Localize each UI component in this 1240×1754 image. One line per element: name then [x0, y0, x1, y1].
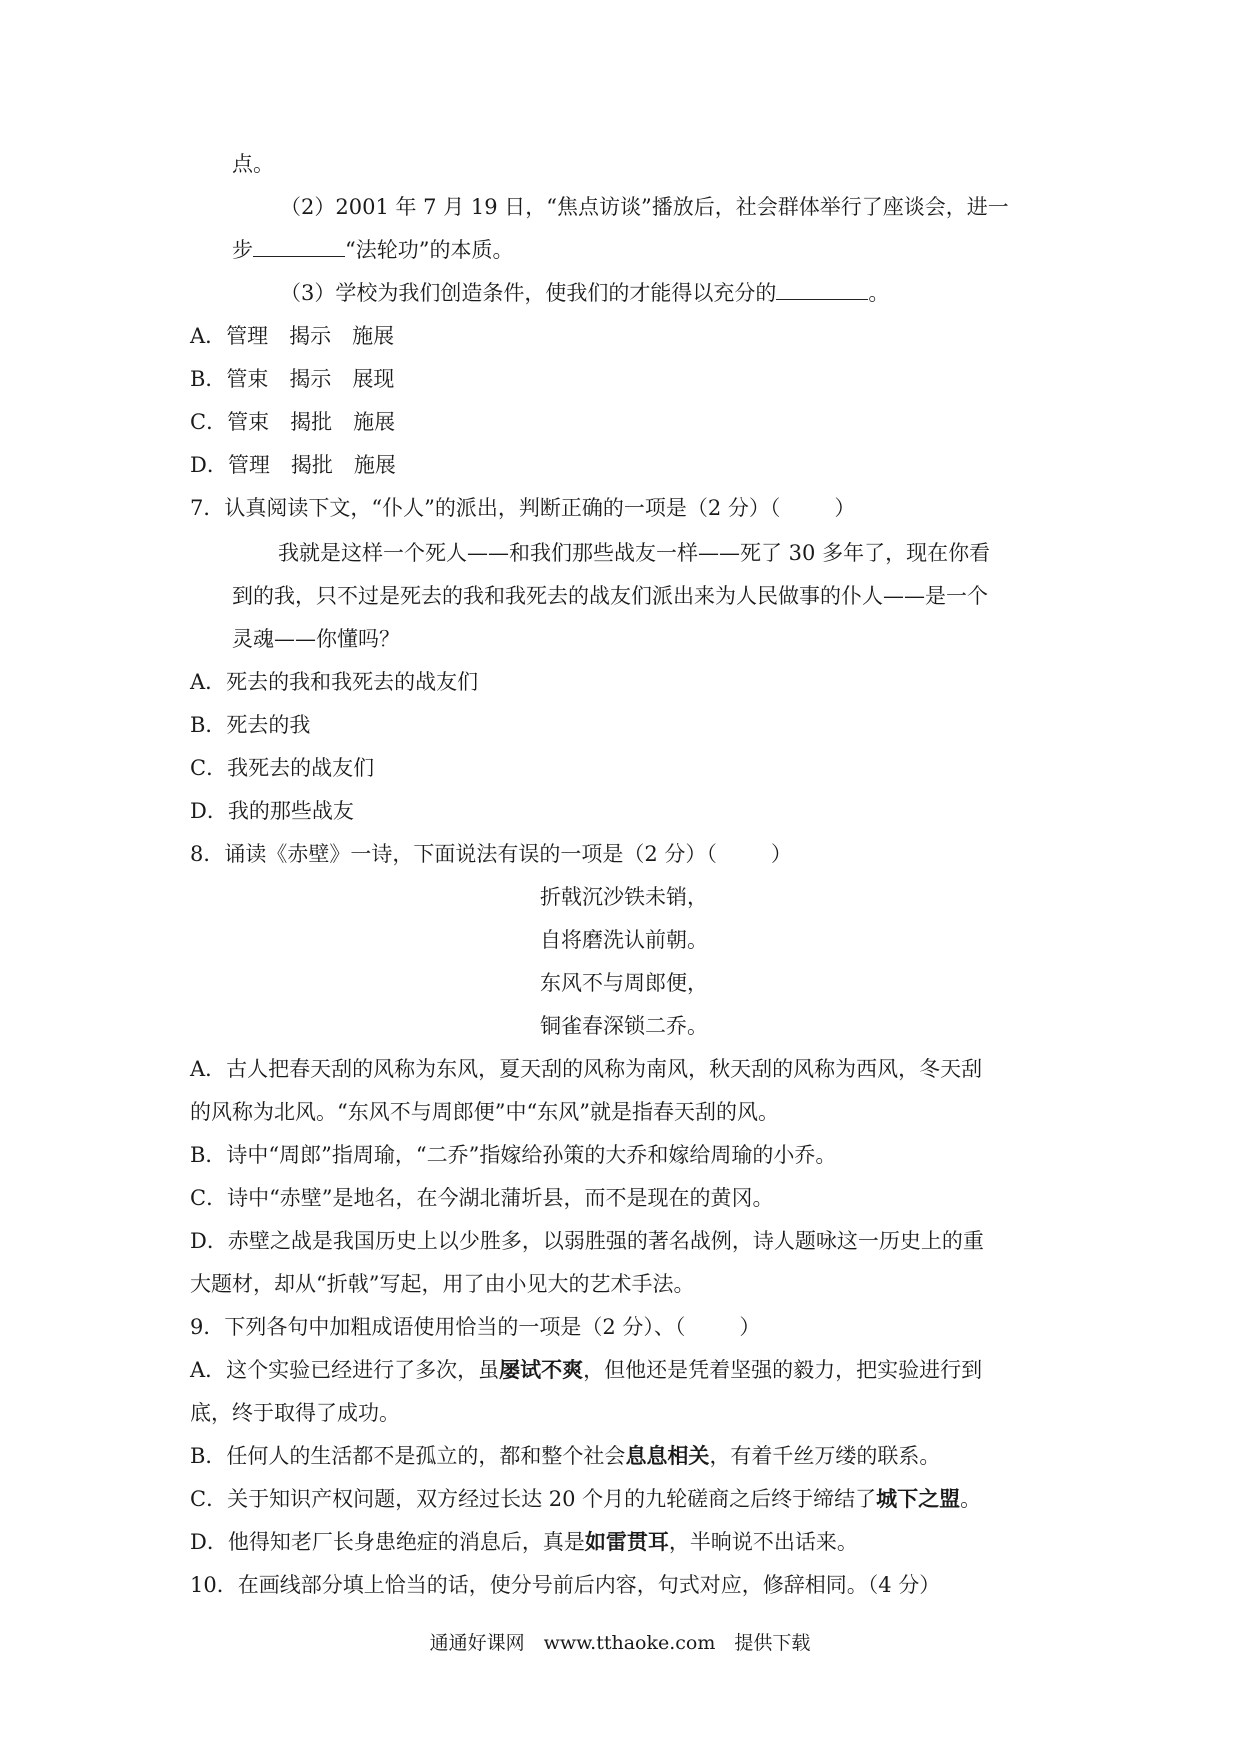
q9-option-a-idiom: 屡试不爽 [499, 1357, 584, 1382]
q7-passage-line-2: 到的我，只不过是死去的我和我死去的战友们派出来为人民做事的仆人——是一个 [232, 584, 988, 608]
q10-stem: 10．在画线部分填上恰当的话，使分号前后内容，句式对应，修辞相同。（4 分） [190, 1573, 941, 1597]
q7-passage-line-3: 灵魂——你懂吗？ [232, 627, 400, 651]
q7-option-b: B．死去的我 [190, 713, 311, 737]
q9-option-c [190, 1485, 981, 1513]
q6-tail: 点。 [232, 152, 274, 176]
q9-option-d-post: ，半晌说不出话来。 [668, 1530, 858, 1554]
q8-option-c: C．诗中“赤壁”是地名，在今湖北蒲圻县，而不是现在的黄冈。 [190, 1186, 774, 1210]
q8-option-b: B．诗中“周郎”指周瑜，“二乔”指嫁给孙策的大乔和嫁给周瑜的小乔。 [190, 1143, 837, 1167]
fill-blank [776, 281, 868, 300]
q6-item3-pre: （3）学校为我们创造条件，使我们的才能得以充分的 [280, 281, 777, 305]
q6-option-a: A．管理 揭示 施展 [190, 324, 395, 348]
q8-stem-text: 8．诵读《赤壁》一诗，下面说法有误的一项是（2 分）（ [190, 842, 717, 866]
q8-option-d-line-2: 大题材，却从“折戟”写起，用了由小见大的艺术手法。 [190, 1272, 695, 1296]
q6-item2-line2-post: “法轮功”的本质。 [345, 238, 514, 262]
q9-option-d [190, 1528, 858, 1556]
q8-option-a-line-2: 的风称为北风。“东风不与周郎便”中“东风”就是指春天刮的风。 [190, 1100, 779, 1124]
page-footer: 通通好课网 www.tthaoke.com 提供下载 [429, 1632, 811, 1654]
q9-option-b-post: ，有着千丝万缕的联系。 [709, 1444, 941, 1468]
q8-poem-line-1: 折戟沉沙铁未销， [540, 885, 708, 909]
q7-stem [190, 494, 855, 522]
q7-passage-line-1: 我就是这样一个死人——和我们那些战友一样——死了 30 多年了，现在你看 [278, 541, 991, 565]
q9-option-b-idiom: 息息相关 [625, 1443, 710, 1468]
q9-stem-text: 9．下列各句中加粗成语使用恰当的一项是（2 分）、（ [190, 1315, 686, 1339]
q9-option-b [190, 1442, 940, 1470]
q9-option-a-line-2: 底，终于取得了成功。 [190, 1401, 400, 1425]
q9-option-b-pre: B．任何人的生活都不是孤立的，都和整个社会 [190, 1444, 626, 1468]
q6-item2-line2-pre: 步 [232, 238, 253, 262]
q9-option-a-pre: A．这个实验已经进行了多次，虽 [190, 1358, 500, 1382]
q9-option-a-post: ，但他还是凭着坚强的毅力，把实验进行到 [583, 1358, 983, 1382]
q9-option-a-line-1 [190, 1356, 982, 1384]
q8-option-a-line-1: A．古人把春天刮的风称为东风，夏天刮的风称为南风，秋天刮的风称为西风，冬天刮 [190, 1057, 983, 1081]
q7-option-d: D．我的那些战友 [190, 799, 354, 823]
q9-option-c-pre: C．关于知识产权问题，双方经过长达 20 个月的九轮磋商之后终于缔结了 [190, 1487, 877, 1511]
q9-option-d-idiom: 如雷贯耳 [584, 1529, 669, 1554]
q9-option-d-pre: D．他得知老厂长身患绝症的消息后，真是 [190, 1530, 585, 1554]
q6-option-b: B．管束 揭示 展现 [190, 367, 395, 391]
q8-poem-line-4: 铜雀春深锁二乔。 [540, 1014, 708, 1038]
q6-option-c: C．管束 揭批 施展 [190, 410, 396, 434]
q6-item2: （2）2001 年 7 月 19 日，“焦点访谈”播放后，社会群体举行了座谈会，进一 [280, 195, 1009, 219]
q9-stem-close: ） [739, 1315, 761, 1339]
q6-item2-line2 [232, 236, 513, 264]
q8-stem-close: ） [770, 842, 792, 866]
q7-stem-close: ） [834, 496, 856, 520]
q7-stem-text: 7．认真阅读下文，“仆人”的派出，判断正确的一项是（2 分）（ [190, 496, 781, 520]
q9-option-c-post: 。 [960, 1487, 982, 1511]
q9-stem [190, 1313, 760, 1341]
q6-item3 [280, 279, 889, 307]
q8-option-d-line-1: D．赤壁之战是我国历史上以少胜多，以弱胜强的著名战例，诗人题咏这一历史上的重 [190, 1229, 984, 1253]
q9-option-c-idiom: 城下之盟 [876, 1486, 961, 1511]
q8-poem-line-3: 东风不与周郎便， [540, 971, 708, 995]
q7-option-a: A．死去的我和我死去的战友们 [190, 670, 479, 694]
fill-blank [253, 238, 345, 257]
q6-option-d: D．管理 揭批 施展 [190, 453, 396, 477]
q8-poem-line-2: 自将磨洗认前朝。 [540, 928, 708, 952]
q7-option-c: C．我死去的战友们 [190, 756, 375, 780]
q8-stem [190, 840, 792, 868]
q6-item3-post: 。 [868, 281, 890, 305]
